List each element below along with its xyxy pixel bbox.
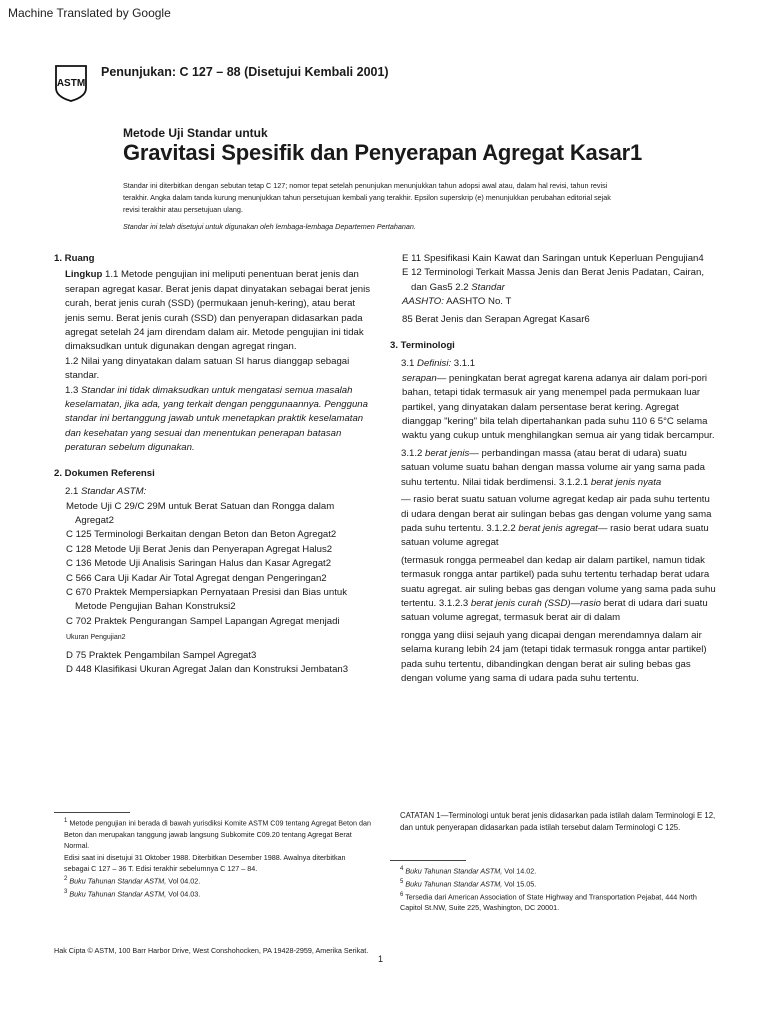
aashto-line bbox=[390, 295, 716, 309]
term-berat-jenis-nyata: berat jenis nyata bbox=[590, 476, 662, 488]
d312-num: 3.1.2 bbox=[401, 447, 426, 459]
page-title: Gravitasi Spesifik dan Penyerapan Agregat Kasar1 bbox=[123, 140, 643, 165]
section-2-1 bbox=[54, 485, 372, 499]
reference-item: Metode Uji C 29/C 29M untuk Berat Satuan dan Rongga dalam Agregat2 bbox=[66, 500, 335, 526]
definition-agregat-cont bbox=[390, 554, 716, 626]
reference-item: C 670 Praktek Mempersiapkan Pernyataan Presisi dan Bias untuk Metode Pengujian Bahan Konstruksi2 bbox=[66, 586, 348, 613]
footnote-2-title: Buku Tahunan Standar ASTM, bbox=[67, 876, 167, 886]
section-3-heading: 3. Terminologi bbox=[390, 340, 455, 352]
designation: Penunjukan: C 127 – 88 (Disetujui Kembali 2001) bbox=[101, 65, 389, 79]
note-1 bbox=[390, 810, 716, 835]
footnote-3-mark: 3 bbox=[64, 889, 68, 896]
footnote-1b: Edisi saat ini disetujui 31 Oktober 1988. Diterbitkan Desember 1988. Awalnya diterbitkan sebagai C 127 – 36 T. Edisi terakhir sebelumnya C 127 – 84. bbox=[64, 852, 346, 874]
footnote-5 bbox=[390, 877, 716, 890]
intro-paragraph: Standar ini diterbitkan dengan sebutan tetap C 127; nomor tepat setelah penunjukan menunjukkan tahun adopsi awal atau, dalam hal revisi, tahun revisi terakhir. Angka dalam tanda kurung menunjukkan tahun persetujuan kembali yang terakhir. Epsilon superskrip (e) menunjukkan perubahan editorial sejak revisi terakhir atau persetujuan ulang. bbox=[123, 181, 611, 215]
footnote-4 bbox=[390, 864, 716, 877]
reference-e12-text: E 12 Terminologi Terkait Massa Jenis dan Berat Jenis Padatan, Cairan, dan Gas5 2.2 bbox=[402, 267, 705, 293]
page-number: 1 bbox=[378, 954, 384, 964]
reference-item: C 136 Metode Uji Analisis Saringan Halus dan Kasar Agregat2 bbox=[66, 558, 332, 570]
scope-label: Lingkup bbox=[65, 269, 103, 281]
footnote-divider-left bbox=[54, 812, 130, 813]
section-1-1 bbox=[54, 268, 372, 354]
aashto-text: AASHTO No. T bbox=[443, 296, 512, 308]
copyright-line: Hak Cipta © ASTM, 100 Barr Harbor Drive, West Conshohocken, PA 19428-2959, Amerika Serikat. bbox=[54, 946, 369, 955]
standar-label: Standar bbox=[468, 281, 505, 293]
reference-2-item: D 75 Praktek Pengambilan Sampel Agregat3 bbox=[66, 649, 257, 661]
aashto-label: AASHTO: bbox=[402, 296, 444, 308]
astm-logo-icon bbox=[54, 64, 88, 102]
footnote-5-title: Buku Tahunan Standar ASTM, bbox=[403, 879, 503, 889]
section-3-1 bbox=[390, 357, 716, 371]
reference-item: C 566 Cara Uji Kadar Air Total Agregat dengan Pengeringan2 bbox=[66, 572, 327, 584]
footnote-3-vol: Vol 04.03. bbox=[166, 889, 201, 899]
definisi-label: Definisi: bbox=[417, 358, 452, 370]
definition-serapan bbox=[390, 372, 716, 444]
footnotes-right bbox=[390, 864, 716, 914]
d312-text: — perbandingan massa (atau berat di udara) suatu satuan volume suatu bahan dengan massa volume air yang sama pada suhu tertentu. Nilai tidak berdimensi. 3.1.2.1 bbox=[401, 447, 705, 488]
note-1-text: CATATAN 1—Terminologi untuk berat jenis didasarkan pada istilah dalam Terminologi E 12, dan untuk penyerapan didasarkan pada istilah tersebut dalam Terminologi C 125. bbox=[400, 811, 716, 833]
d3122-cont: (termasuk rongga permeabel dan kedap air dalam partikel, namun tidak termasuk rongga antar partikel) pada suhu tertentu terhadap berat udara suatu agregat. air suling bebas gas dengan volume yang sama pada suhu tertentu. 3.1.2.3 bbox=[401, 554, 716, 609]
term-serapan: serapan bbox=[402, 372, 437, 384]
term-berat-jenis: berat jenis bbox=[425, 447, 470, 459]
footnote-2-vol: Vol 04.02. bbox=[166, 876, 201, 886]
footnote-5-mark: 5 bbox=[400, 878, 404, 885]
footnote-6 bbox=[390, 890, 716, 914]
machine-translated-label: Machine Translated by Google bbox=[8, 6, 171, 20]
reference-small-line: Ukuran Pengujian2 bbox=[66, 634, 126, 642]
reference-e11: E 11 Spesifikasi Kain Kawat dan Saringan untuk Keperluan Pengujian4 bbox=[402, 253, 704, 264]
footnote-divider-right bbox=[390, 860, 466, 861]
reference-item: C 125 Terminologi Berkaitan dengan Beton dan Beton Agregat2 bbox=[66, 529, 337, 541]
d3122-text: — rasio berat udara suatu satuan volume agregat bbox=[401, 522, 709, 549]
aashto-t85: 85 Berat Jenis dan Serapan Agregat Kasar6 bbox=[402, 313, 590, 325]
serapan-text: — peningkatan berat agregat karena adanya air dalam pori-pori bahan, tetapi tidak termasuk air yang menempel pada permukaan luar partikel, yang dinyatakan dalam persentase berat kering. Agregat dianggap "kering" bila telah dipertahankan pada suhu 110 6 5°C selama waktu yang cukup untuk menghilangkan semua air yang tidak bercampur. bbox=[402, 372, 715, 442]
footnote-1-text: Metode pengujian ini berada di bawah yurisdiksi Komite ASTM C09 tentang Agregat Beton dan Beton dan merupakan tanggung jawab langsung Subkomite C09.20 tentang Agregat Berat Normal. bbox=[64, 818, 372, 851]
astm-standards-label: Standar ASTM: bbox=[81, 486, 147, 498]
footnote-2 bbox=[54, 874, 372, 887]
footnotes-left bbox=[54, 816, 372, 900]
footnote-5-vol: Vol 15.05. bbox=[502, 879, 537, 889]
footnote-4-mark: 4 bbox=[400, 866, 404, 872]
svg-text:ASTM: ASTM bbox=[56, 78, 86, 89]
term-berat-jenis-agregat: berat jenis agregat bbox=[518, 522, 598, 534]
safety-statement: Standar ini tidak dimaksudkan untuk mengatasi semua masalah keselamatan, jika ada, yang terkait dengan penggunaannya. Pengguna standar ini bertanggung jawab untuk menetapkan praktik keselamatan dan kesehatan yang sesuai dan menentukan penerapan batasan peraturan sebelum digunakan. bbox=[65, 384, 368, 454]
reference-item: C 702 Praktek Pengurangan Sampel Lapangan Agregat menjadi bbox=[66, 615, 340, 627]
footnote-6-mark: 6 bbox=[400, 891, 404, 898]
reference-item: C 128 Metode Uji Berat Jenis dan Penyerapan Agregat Halus2 bbox=[66, 543, 333, 555]
right-column bbox=[390, 252, 716, 686]
section-1-heading: 1. Ruang bbox=[54, 253, 95, 264]
definition-nyata-text bbox=[390, 493, 716, 551]
section-1-2: 1.2 Nilai yang dinyatakan dalam satuan SI harus dianggap sebagai standar. bbox=[65, 355, 350, 382]
section-1-3 bbox=[54, 384, 372, 456]
footnote-2-mark: 2 bbox=[64, 876, 68, 883]
footnote-4-title: Buku Tahunan Standar ASTM, bbox=[403, 866, 503, 876]
section-2-1-num: 2.1 bbox=[65, 486, 82, 498]
footnote-6-text: Tersedia dari American Association of State Highway and Transportation Pejabat, 444 North Capitol St.NW, Suite 225, Washington, DC 20001. bbox=[400, 891, 697, 913]
definition-ssd-cont: rongga yang diisi sejauh yang dicapai dengan merendamnya dalam air selama kurang lebih 24 jam (tetapi tidak termasuk rongga antar partikel) pada suhu tertentu, dibandingkan dengan berat air suling bebas gas dengan volume yang sama di udara pada suhu tertentu. bbox=[401, 629, 707, 684]
scope-text: 1.1 Metode pengujian ini meliputi penentuan berat jenis dan serapan agregat kasar. Berat jenis dapat dinyatakan sebagai berat jenis curah, berat jenis curah (SSD) (permukaan jenuh-kering), atau berat jenis semu. Berat jenis curah (SSD) dan penyerapan didasarkan pada agregat setelah 24 jam direndam dalam air. Metode pengujian ini tidak dimaksudkan untuk digunakan dengan agregat ringan. bbox=[65, 269, 371, 353]
section-2-heading: 2. Dokumen Referensi bbox=[54, 467, 155, 479]
d31-num: 3.1 bbox=[401, 358, 418, 370]
footnote-1-mark: 1 bbox=[64, 818, 68, 824]
reference-list bbox=[54, 500, 372, 630]
footnote-3-title: Buku Tahunan Standar ASTM, bbox=[67, 889, 167, 899]
footnote-4-vol: Vol 14.02. bbox=[502, 866, 537, 876]
left-column bbox=[54, 252, 372, 677]
d31-rest: 3.1.1 bbox=[451, 358, 476, 370]
dod-approval-note: Standar ini telah disetujui untuk digunakan oleh lembaga-lembaga Departemen Pertahanan. bbox=[123, 222, 416, 231]
term-berat-jenis-curah-ssd: berat jenis curah (SSD)—rasio bbox=[470, 597, 601, 609]
standard-subtitle: Metode Uji Standar untuk bbox=[123, 126, 268, 140]
reference-list-2 bbox=[54, 649, 372, 678]
definition-berat-jenis bbox=[390, 447, 716, 490]
reference-2-item: D 448 Klasifikasi Ukuran Agregat Jalan dan Konstruksi Jembatan3 bbox=[66, 663, 349, 675]
section-1-3-num: 1.3 bbox=[65, 384, 82, 396]
footnote-1 bbox=[54, 816, 372, 852]
d3123-text: berat di udara dari suatu satuan volume agregat, termasuk berat air di dalam bbox=[401, 597, 708, 624]
d3121-text: — rasio berat suatu satuan volume agregat kedap air pada suhu tertentu di udara dengan berat air sulingan bebas gas dengan volume yang sama pada suhu tertentu. 3.1.2.2 bbox=[401, 494, 712, 534]
footnote-3 bbox=[54, 887, 372, 900]
reference-e12 bbox=[390, 266, 716, 295]
